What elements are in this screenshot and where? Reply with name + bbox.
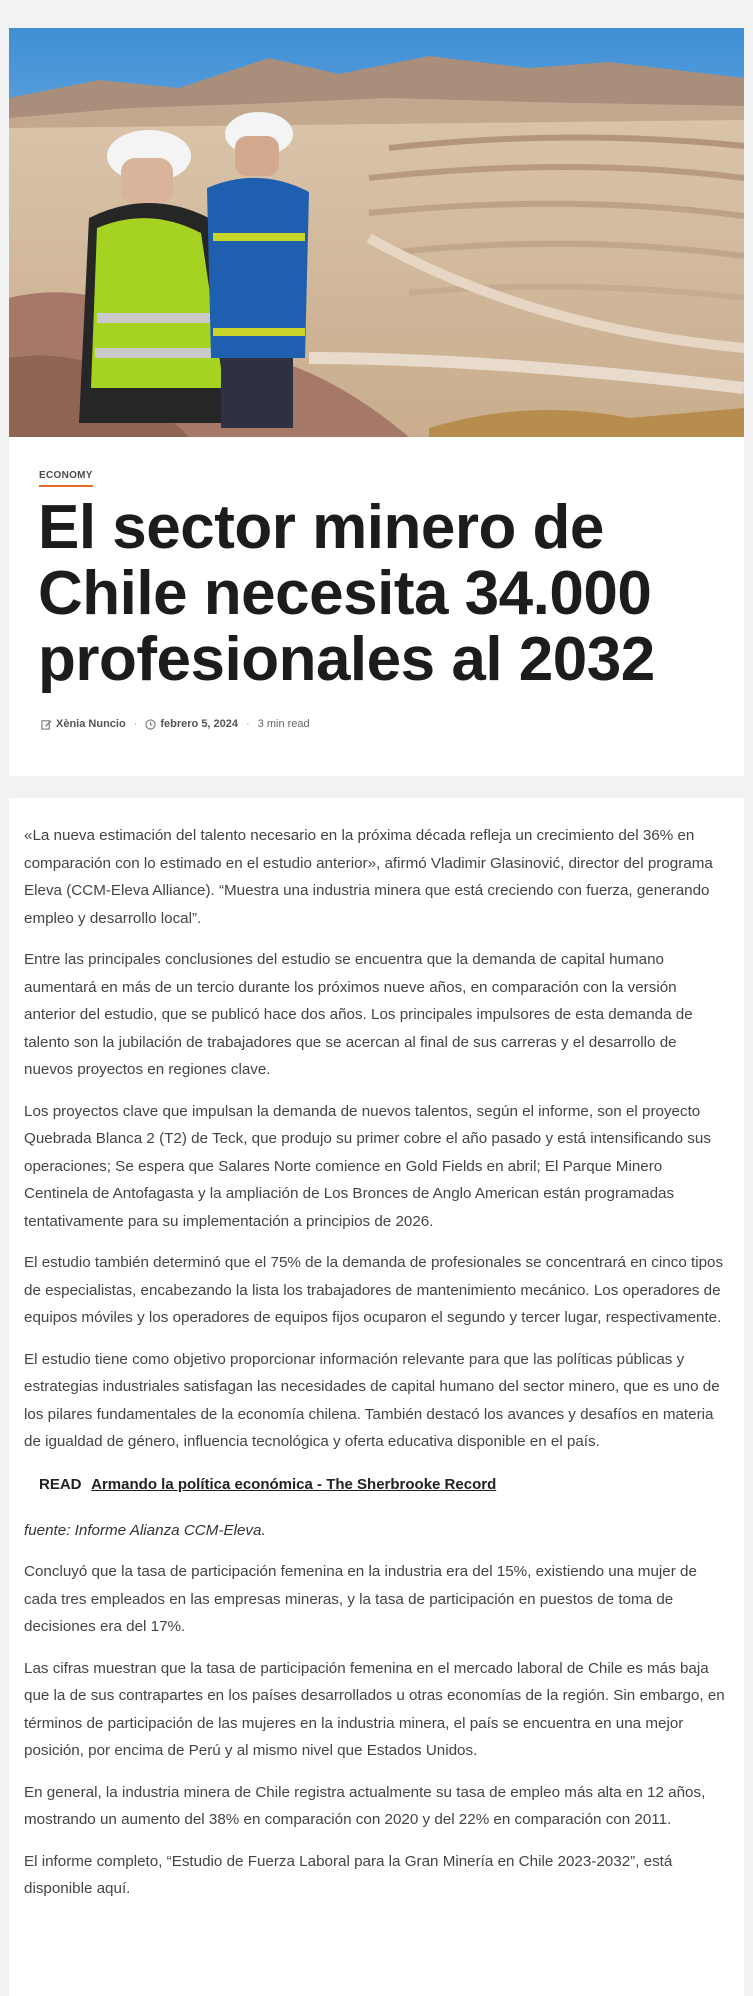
author-name: Xènia Nuncio [56,718,126,730]
clock-icon [145,719,156,730]
date-link[interactable] [145,718,238,730]
read-label: READ [39,1475,82,1493]
read-time: 3 min read [257,718,310,730]
paragraph: «La nueva estimación del talento necesario en la próxima década refleja un crecimiento del 36% en comparación con lo estimado en el estudio anterior», afirmó Vladimir Glasinović, director del programa Eleva (CCM-Eleva Alliance). “Muestra una industria minera que está creciendo con fuerza, generando empleo y desarrollo local”. [24,827,713,927]
category-tag[interactable]: ECONOMY [39,470,93,487]
article-meta [41,718,310,730]
paragraph: Las cifras muestran que la tasa de participación femenina en el mercado laboral de Chile es más baja que la de sus contrapartes en los países desarrollados u otras economías de la región. Sin embargo, en términos de participación de las mujeres en la industria minera, el país se encuentra en una mejor posición, por encima de Perú y al mismo nivel que Estados Unidos. [24,1659,725,1759]
paragraph: El informe completo, “Estudio de Fuerza Laboral para la Gran Minería en Chile 2023-2032”, está disponible aquí. [24,1852,673,1897]
related-article-link[interactable]: Armando la política económica - The Sherbrooke Record [91,1475,497,1493]
source-note: fuente: Informe Alianza CCM-Eleva. [24,1521,266,1539]
author-link[interactable] [41,718,126,730]
related-read [39,1476,729,1493]
publish-date: febrero 5, 2024 [160,718,239,730]
paragraph: El estudio tiene como objetivo proporcionar información relevante para que las políticas públicas y estrategias industriales satisfagan las necesidades de capital humano del sector minero, que es uno de los pilares fundamentales de la economía chilena. También destacó los avances y desafíos en materia de igualdad de género, influencia tecnológica y oferta educativa disponible en el país. [24,1350,720,1450]
meta-separator: · [246,718,250,730]
article-content [24,822,729,1917]
pencil-square-icon [41,719,52,730]
paragraph: Concluyó que la tasa de participación femenina en la industria era del 15%, existiendo una mujer de cada tres empleados en las empresas mineras, y la tasa de participación en puestos de toma de decisiones era del 17%. [24,1563,697,1635]
article-title: El sector minero de Chile necesita 34.000 profesionales al 2032 [38,493,655,694]
meta-separator: · [133,718,138,730]
paragraph: Entre las principales conclusiones del estudio se encuentra que la demanda de capital humano aumentará en más de un tercio durante los próximos nueve años, en comparación con la versión anterior del estudio, que se publicó hace dos años. Los principales impulsores de esta demanda de talento son la jubilación de trabajadores que se acercan al final de sus carreras y el desarrollo de nuevos proyectos en regiones clave. [24,951,693,1078]
paragraph: El estudio también determinó que el 75% de la demanda de profesionales se concentrará en cinco tipos de especialistas, encabezando la lista los trabajadores de mantenimiento mecánico. Los operadores de equipos móviles y los operadores de equipos fijos ocuparon el segundo y tercer lugar, respectivamente. [24,1254,724,1326]
hero-image [9,28,744,437]
paragraph: En general, la industria minera de Chile registra actualmente su tasa de empleo más alta en 12 años, mostrando un aumento del 38% en comparación con 2020 y del 22% en comparación con 2011. [24,1783,706,1828]
paragraph: Los proyectos clave que impulsan la demanda de nuevos talentos, según el informe, son el proyecto Quebrada Blanca 2 (T2) de Teck, que produjo su primer cobre el año pasado y está intensificando sus operaciones; Se espera que Salares Norte comience en Gold Fields en abril; El Parque Minero Centinela de Antofagasta y la ampliación de Los Bronces de Anglo American están programadas tentativamente para su implementación a principios de 2026. [24,1102,711,1230]
